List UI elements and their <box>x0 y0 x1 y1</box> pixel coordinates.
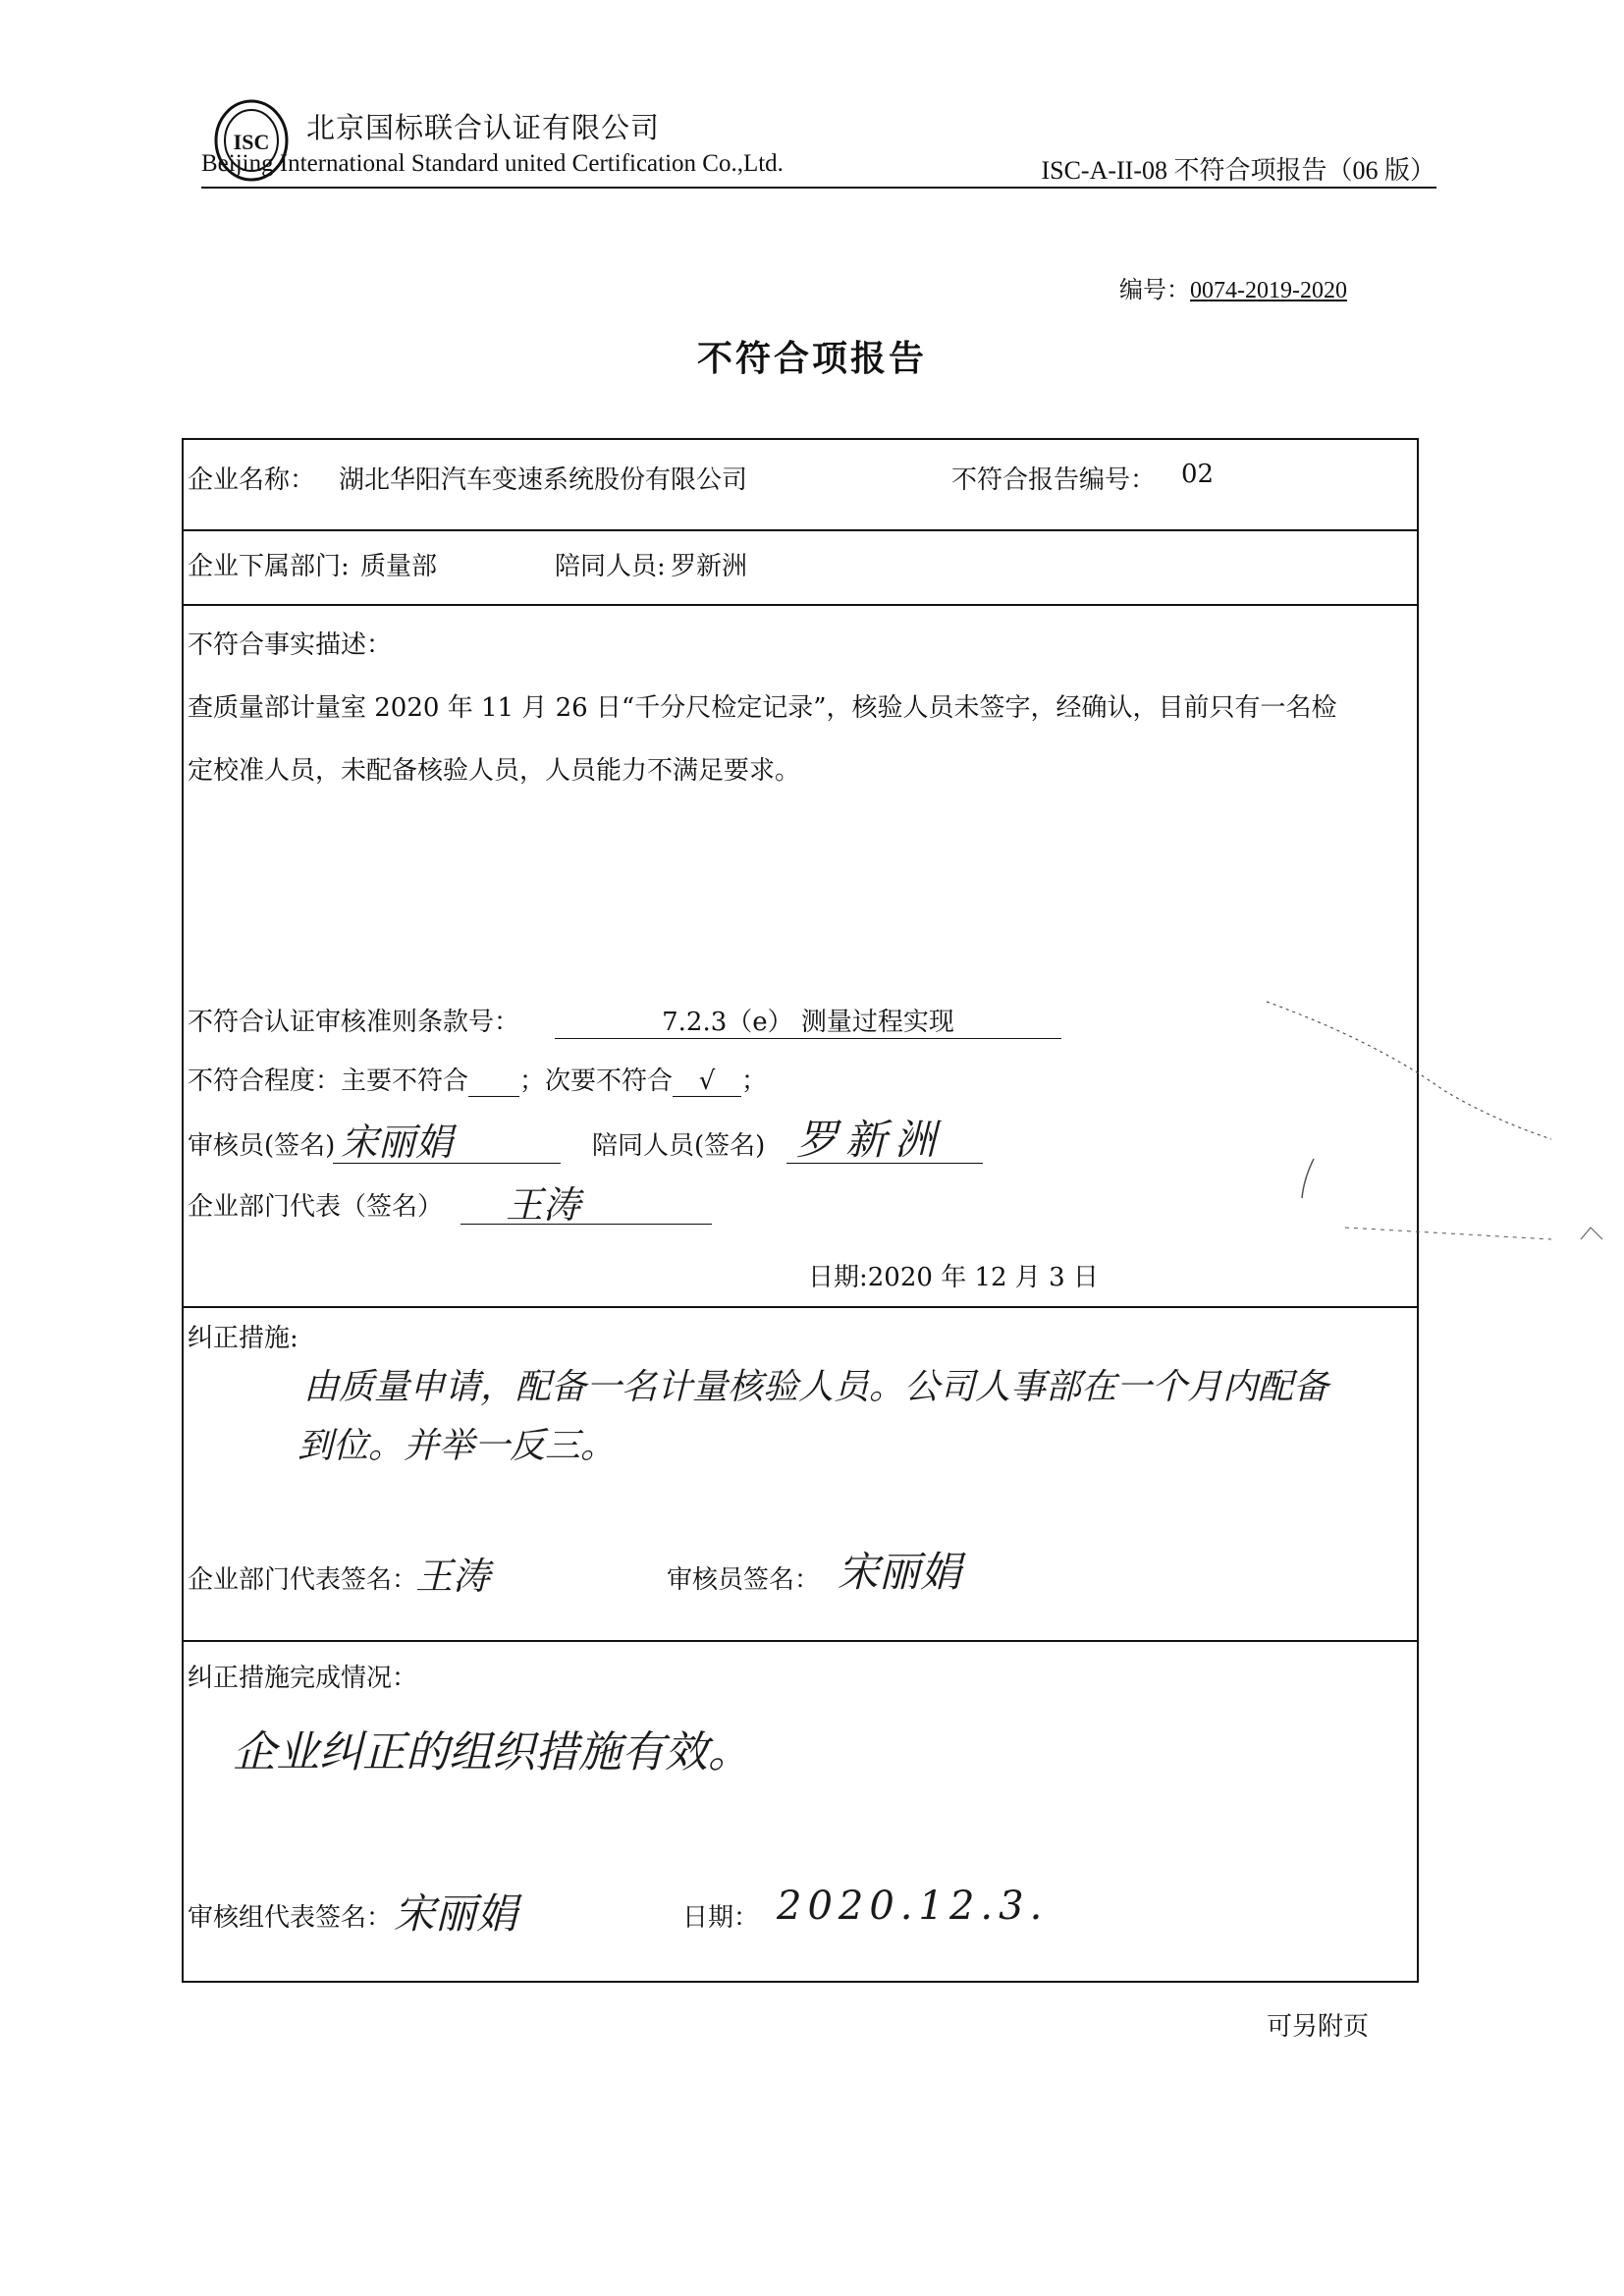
team-rep-label: 审核组代表签名： <box>188 1903 393 1933</box>
degree-major-label: 不符合程度：主要不符合 <box>188 1066 469 1096</box>
company-value: 湖北华阳汽车变速系统股份有限公司 <box>339 465 748 495</box>
team-rep-signature: 宋丽娟 <box>394 1889 518 1938</box>
corrective-auditor-label: 审核员签名： <box>667 1565 821 1595</box>
form-code: ISC-A-II-08 不符合项报告（06 版） <box>1041 156 1435 185</box>
report-number-label: 不符合报告编号： <box>951 465 1157 495</box>
department-value: 质量部 <box>360 552 438 581</box>
department-label: 企业下属部门: <box>188 552 350 581</box>
corrective-label: 纠正措施: <box>188 1324 298 1353</box>
degree-minor-label: ；次要不符合 <box>519 1066 674 1096</box>
company-name-en: Beijing International Standard united Certification Co.,Ltd. <box>201 150 784 177</box>
accompany-signature-label: 陪同人员(签名) <box>592 1131 766 1161</box>
clause-value: 7.2.3（e） 测量过程实现 <box>555 1002 1061 1039</box>
facts-line-1: 查质量部计量室 2020 年 11 月 26 日“千分尺检定记录”，核验人员未签字，经确认，目前只有一名检 <box>188 693 1337 723</box>
corrective-dept-rep-signature: 王涛 <box>415 1555 491 1598</box>
department-rep-signature: 王涛 <box>506 1183 581 1227</box>
facts-label: 不符合事实描述： <box>188 630 393 660</box>
row-divider <box>184 1640 1417 1642</box>
page-title: 不符合项报告 <box>696 338 927 379</box>
document-number <box>1119 270 1347 304</box>
completion-date-label: 日期： <box>682 1903 760 1933</box>
clause-label: 不符合认证审核准则条款号： <box>188 1008 520 1037</box>
company-name-cn: 北京国标联合认证有限公司 <box>306 111 661 144</box>
report-form <box>182 438 1419 1983</box>
accompany-signature: 罗新洲 <box>796 1116 945 1164</box>
auditor-signature-line <box>333 1163 561 1164</box>
logo-text: ISC <box>233 130 270 154</box>
completion-text: 企业纠正的组织措施有效。 <box>233 1727 751 1777</box>
report-date: 日期:2020 年 12 月 3 日 <box>808 1263 1099 1292</box>
company-label: 企业名称： <box>188 465 316 495</box>
row-divider <box>184 604 1417 606</box>
footer-note: 可另附页 <box>1267 2012 1370 2042</box>
accompany-signature-line <box>786 1163 983 1164</box>
degree-major-blank <box>468 1066 519 1097</box>
accompany-value: 罗新洲 <box>671 552 748 581</box>
auditor-signature-label: 审核员(签名) <box>188 1131 336 1161</box>
facts-line-2: 定校准人员，未配备核验人员，人员能力不满足要求。 <box>188 756 801 786</box>
header-divider <box>201 187 1436 189</box>
degree-minor-checkmark: √ <box>673 1066 741 1097</box>
row-divider <box>184 1306 1417 1308</box>
department-rep-label: 企业部门代表（签名） <box>188 1192 444 1222</box>
corrective-text-line-2: 到位。并举一反三。 <box>298 1426 617 1466</box>
completion-label: 纠正措施完成情况： <box>188 1664 418 1693</box>
completion-date-value: 2020.12.3. <box>777 1884 1049 1929</box>
accompany-label: 陪同人员: <box>555 552 666 581</box>
document-number-value: 0074-2019-2020 <box>1190 278 1347 303</box>
corrective-text-line-1: 由质量申请，配备一名计量核验人员。公司人事部在一个月内配备 <box>303 1367 1329 1407</box>
document-number-label: 编号： <box>1119 276 1190 303</box>
corrective-auditor-signature: 宋丽娟 <box>838 1548 962 1596</box>
degree-row <box>188 1061 767 1097</box>
auditor-signature: 宋丽娟 <box>341 1121 454 1164</box>
row-divider <box>184 529 1417 531</box>
report-number-value: 02 <box>1181 460 1215 489</box>
degree-end: ； <box>741 1066 768 1096</box>
department-rep-signature-line <box>460 1224 712 1225</box>
scan-artifact <box>1257 982 1624 1277</box>
clause-value-field <box>555 1002 1061 1039</box>
corrective-dept-rep-label: 企业部门代表签名： <box>188 1565 418 1595</box>
